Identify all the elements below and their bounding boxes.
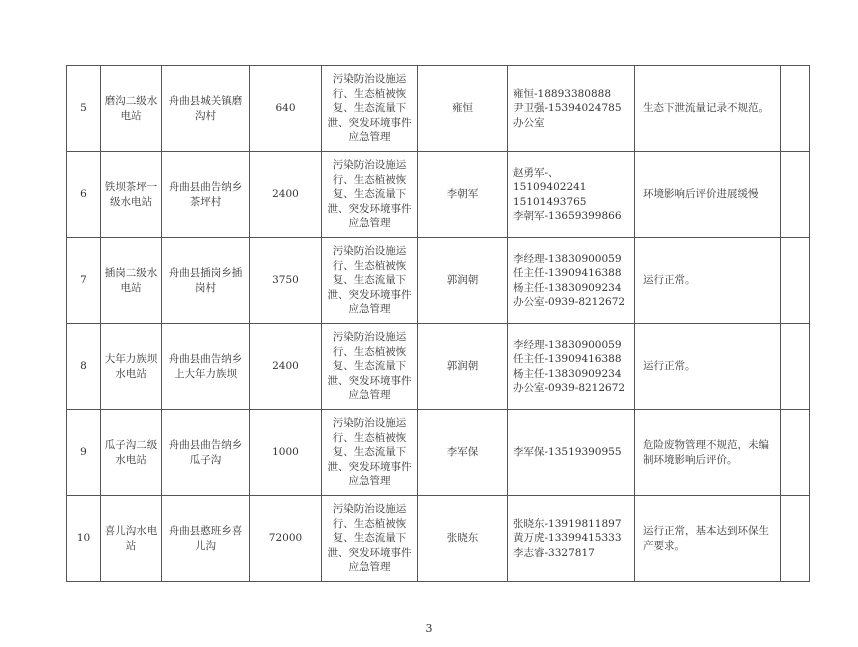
responsibility-cell (322, 152, 418, 238)
row-number-cell (67, 152, 101, 238)
issue-text: 环境影响后评价进展缓慢 (643, 188, 759, 201)
responsible-person: 郭润朝 (446, 274, 479, 287)
responsible-person-cell (418, 496, 508, 582)
responsible-person-cell (418, 324, 508, 410)
row-number: 10 (76, 532, 91, 545)
station-location: 舟曲县城关镇磨沟村 (168, 95, 243, 122)
responsible-person: 李军保 (446, 446, 479, 459)
capacity-cell (250, 238, 322, 324)
issue-cell (635, 152, 781, 238)
station-name: 瓜子沟二级水电站 (104, 439, 158, 466)
capacity: 2400 (272, 188, 299, 201)
hydropower-station-table (66, 65, 810, 582)
station-location-cell (162, 152, 250, 238)
capacity-cell (250, 496, 322, 582)
capacity: 3750 (272, 274, 299, 287)
issue-text: 运行正常。 (643, 360, 696, 373)
remarks-cell (781, 66, 810, 152)
contacts-cell (508, 324, 635, 410)
row-number: 7 (80, 274, 87, 287)
remarks-cell (781, 152, 810, 238)
contact-line: 办公室-0939-8212672 (513, 382, 626, 394)
responsible-person-cell (418, 410, 508, 496)
station-location: 舟曲县憨班乡喜儿沟 (168, 525, 243, 552)
responsible-person-cell (418, 238, 508, 324)
issue-cell (635, 496, 781, 582)
table-row (67, 324, 810, 410)
responsibility: 污染防治设施运行、生态植被恢复、生态流量下泄、突发环境事件应急管理 (327, 417, 412, 488)
issue-cell (635, 66, 781, 152)
contact-line: 办公室 (513, 116, 545, 129)
row-number-cell (67, 410, 101, 496)
table-row (67, 410, 810, 496)
contact-line: 15101493765 (513, 195, 587, 208)
station-location-cell (162, 410, 250, 496)
responsible-person: 郭润朝 (446, 360, 479, 373)
responsibility-cell (322, 410, 418, 496)
remarks-cell (781, 324, 810, 410)
contact-line: 张晓东-13919811897 (513, 517, 622, 530)
contact-line: 任主任-13909416388 (513, 267, 622, 279)
station-name: 插岗二级水电站 (104, 267, 158, 294)
responsibility-cell (322, 238, 418, 324)
table-row (67, 496, 810, 582)
contact-line: 赵勇军-、 (513, 166, 559, 179)
issue-text: 运行正常，基本达到环保生产要求。 (643, 525, 769, 552)
station-name: 铁坝茶坪一级水电站 (104, 181, 158, 208)
capacity: 2400 (272, 360, 299, 373)
responsible-person: 雍恒 (452, 102, 473, 115)
contact-line: 任主任-13909416388 (513, 353, 622, 365)
capacity: 72000 (268, 532, 303, 545)
contact-line: 黄万虎-13399415333 (513, 532, 622, 545)
station-name-cell (101, 238, 162, 324)
station-location: 舟曲县曲告纳乡上大年力族坝 (168, 353, 243, 380)
row-number-cell (67, 324, 101, 410)
responsibility-cell (322, 324, 418, 410)
contact-line: 李经理-13830900059 (513, 252, 622, 265)
contact-line: 李朝军-13659399866 (513, 210, 622, 222)
row-number-cell (67, 238, 101, 324)
responsible-person-cell (418, 152, 508, 238)
page-number: 3 (425, 622, 433, 635)
station-name: 大年力族坝水电站 (104, 353, 158, 380)
station-name-cell (101, 152, 162, 238)
station-location: 舟曲县曲告纳乡瓜子沟 (168, 439, 243, 466)
contact-line: 杨主任-13830909234 (513, 281, 622, 294)
responsible-person: 李朝军 (446, 188, 479, 201)
contact-line: 尹卫强-15394024785 (513, 102, 622, 115)
table-row (67, 238, 810, 324)
responsibility-cell (322, 66, 418, 152)
responsibility: 污染防治设施运行、生态植被恢复、生态流量下泄、突发环境事件应急管理 (327, 159, 412, 230)
station-name-cell (101, 66, 162, 152)
responsibility: 污染防治设施运行、生态植被恢复、生态流量下泄、突发环境事件应急管理 (327, 503, 412, 574)
station-name: 磨沟二级水电站 (104, 95, 158, 122)
capacity: 1000 (272, 446, 299, 459)
issue-cell (635, 410, 781, 496)
row-number: 9 (80, 446, 87, 459)
issue-cell (635, 238, 781, 324)
station-name-cell (101, 324, 162, 410)
issue-text: 生态下泄流量记录不规范。 (643, 102, 769, 115)
contacts-cell (508, 496, 635, 582)
row-number: 5 (80, 102, 87, 115)
capacity: 640 (275, 102, 296, 115)
station-name: 喜儿沟水电站 (104, 525, 158, 552)
issue-text: 危险废物管理不规范，未编制环境影响后评价。 (643, 439, 769, 466)
contact-line: 李军保-13519390955 (513, 446, 622, 459)
station-location-cell (162, 324, 250, 410)
contacts-cell (508, 410, 635, 496)
remarks-cell (781, 496, 810, 582)
contacts-cell (508, 66, 635, 152)
responsibility-cell (322, 496, 418, 582)
capacity-cell (250, 410, 322, 496)
contact-line: 杨主任-13830909234 (513, 367, 622, 380)
contact-line: 办公室-0939-8212672 (513, 296, 626, 308)
capacity-cell (250, 152, 322, 238)
responsibility: 污染防治设施运行、生态植被恢复、生态流量下泄、突发环境事件应急管理 (327, 331, 412, 402)
issue-text: 运行正常。 (643, 274, 696, 287)
station-name-cell (101, 496, 162, 582)
contact-line: 李志睿-3327817 (513, 546, 595, 559)
table-row (67, 152, 810, 238)
contacts-cell (508, 152, 635, 238)
responsibility: 污染防治设施运行、生态植被恢复、生态流量下泄、突发环境事件应急管理 (327, 73, 412, 144)
row-number-cell (67, 496, 101, 582)
capacity-cell (250, 66, 322, 152)
station-location-cell (162, 496, 250, 582)
row-number: 8 (80, 360, 87, 373)
remarks-cell (781, 410, 810, 496)
row-number-cell (67, 66, 101, 152)
station-location-cell (162, 238, 250, 324)
capacity-cell (250, 324, 322, 410)
contacts-cell (508, 238, 635, 324)
contact-line: 雍恒-18893380888 (513, 87, 612, 100)
station-name-cell (101, 410, 162, 496)
station-location: 舟曲县插岗乡插岗村 (168, 267, 243, 294)
responsibility: 污染防治设施运行、生态植被恢复、生态流量下泄、突发环境事件应急管理 (327, 245, 412, 316)
station-location: 舟曲县曲告纳乡茶坪村 (168, 181, 243, 208)
station-location-cell (162, 66, 250, 152)
issue-cell (635, 324, 781, 410)
responsible-person-cell (418, 66, 508, 152)
remarks-cell (781, 238, 810, 324)
table-row (67, 66, 810, 152)
contact-line: 15109402241 (513, 181, 587, 193)
row-number: 6 (80, 188, 87, 201)
contact-line: 李经理-13830900059 (513, 338, 622, 351)
responsible-person: 张晓东 (446, 532, 479, 545)
